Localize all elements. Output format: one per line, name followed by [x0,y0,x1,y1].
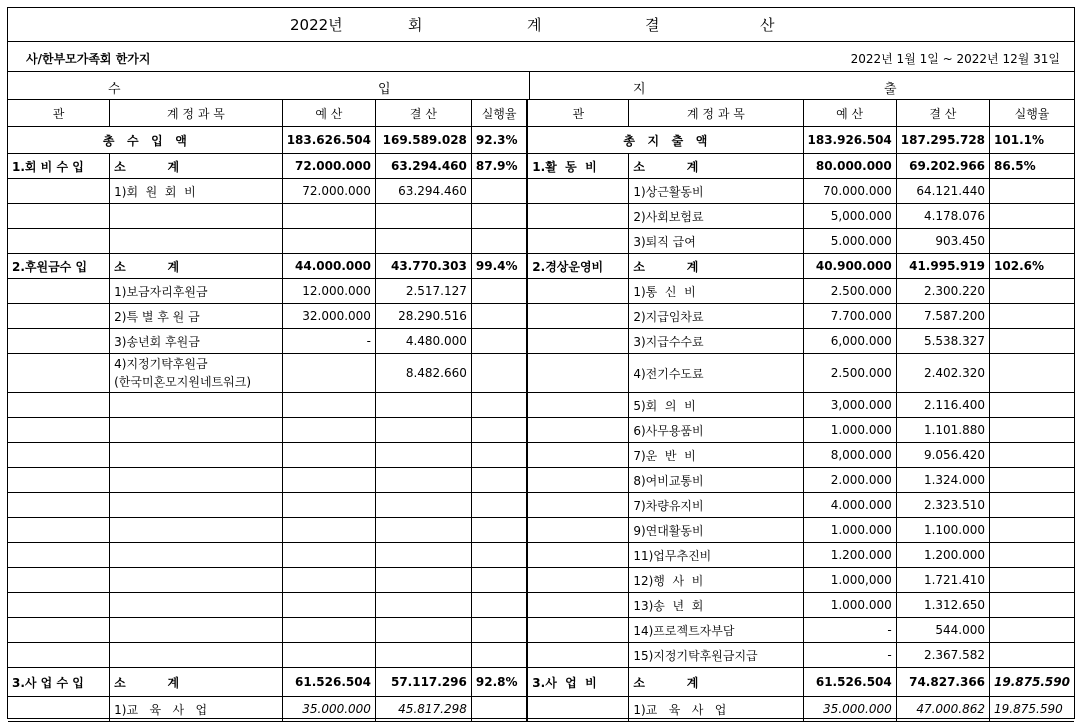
cell-expense-gwan: 3.사 업 비 [527,668,629,697]
section-expense-b: 출 [884,82,897,97]
cell-income-rate [471,568,527,593]
cell-expense-budget: 6,000.000 [803,329,896,354]
cell-income-budget [282,468,375,493]
cell-expense-rate [990,329,1074,354]
cell-expense-rate [990,418,1074,443]
cell-income-budget [282,518,375,543]
cell-expense-budget: 1.000.000 [803,593,896,618]
cell-expense-account: 12)행 사 비 [629,568,803,593]
cell-income-gwan: 3.사 업 수 입 [8,668,110,697]
cell-income-settlement [375,618,471,643]
cell-income-gwan [8,493,110,518]
cell-income-rate [471,697,527,722]
cell-income-account [110,229,283,254]
cell-expense-account: 4)전기수도료 [629,354,803,393]
cell-expense-gwan [527,543,629,568]
cell-expense-account: 3)퇴직 급여 [629,229,803,254]
cell-expense-settlement: 47.000.862 [896,697,989,722]
cell-expense-gwan [527,643,629,668]
ledger-row [8,179,1074,204]
cell-expense-settlement: 903.450 [896,229,989,254]
account-line-1: 4)지정기탁후원금 [114,357,208,371]
title-char-2: 계 [527,16,542,34]
cell-income-account [110,568,283,593]
cell-expense-budget: 8,000.000 [803,443,896,468]
col-header-income-gwan: 관 [8,100,110,127]
cell-expense-gwan [527,468,629,493]
cell-income-account [110,418,283,443]
ledger-row [8,697,1074,722]
cell-income-settlement [375,468,471,493]
cell-income-settlement [375,593,471,618]
cell-income-settlement: 43.770.303 [375,254,471,279]
ledger-row [8,254,1074,279]
cell-expense-account: 14)프로젝트자부담 [629,618,803,643]
cell-income-budget [282,493,375,518]
cell-expense-rate [990,179,1074,204]
cell-expense-gwan [527,229,629,254]
cell-income-gwan [8,279,110,304]
fiscal-period: 2022년 1월 1일 ~ 2022년 12월 31일 [850,52,1060,66]
col-header-income-budget: 예 산 [282,100,375,127]
cell-expense-gwan [527,304,629,329]
cell-expense-settlement: 1.200.000 [896,543,989,568]
section-expense-a: 지 [633,82,646,97]
cell-income-rate [471,643,527,668]
ledger-row [8,668,1074,697]
cell-income-budget [282,229,375,254]
column-header-row [8,100,1074,127]
cell-expense-rate [990,393,1074,418]
ledger-row [8,593,1074,618]
cell-income-settlement [375,518,471,543]
cell-expense-rate [990,493,1074,518]
cell-expense-rate [990,568,1074,593]
cell-expense-account: 소 계 [629,254,803,279]
cell-income-gwan [8,618,110,643]
cell-expense-rate [990,229,1074,254]
total-expense-budget: 183.926.504 [803,127,896,154]
cell-expense-account: 5)회 의 비 [629,393,803,418]
cell-income-settlement [375,393,471,418]
cell-expense-budget: 5,000.000 [803,204,896,229]
cell-expense-budget: 1.200.000 [803,543,896,568]
ledger-row [8,468,1074,493]
cell-expense-account: 8)여비교통비 [629,468,803,493]
cell-income-account [110,543,283,568]
cell-income-rate [471,518,527,543]
cell-income-budget [282,204,375,229]
title-char-3: 결 [645,16,660,34]
total-income-label: 총 수 입 액 [8,127,282,154]
cell-income-account [110,518,283,543]
cell-income-gwan [8,568,110,593]
cell-income-rate [471,304,527,329]
cell-income-rate [471,593,527,618]
cell-income-account [110,618,283,643]
cell-expense-account: 소 계 [629,668,803,697]
cell-income-account: 1)보금자리후원금 [110,279,283,304]
cell-expense-rate [990,543,1074,568]
cell-expense-settlement: 2.300.220 [896,279,989,304]
cell-expense-settlement: 2.402.320 [896,354,989,393]
cell-expense-account: 13)송 년 회 [629,593,803,618]
cell-income-budget: - [282,329,375,354]
cell-expense-gwan [527,518,629,543]
cell-expense-budget: 4.000.000 [803,493,896,518]
cell-income-rate [471,329,527,354]
cell-expense-budget: 80.000.000 [803,154,896,179]
ledger-row [8,543,1074,568]
cell-expense-gwan [527,204,629,229]
ledger-row [8,279,1074,304]
col-header-expense-rate: 실행율 [990,100,1074,127]
cell-expense-account: 11)업무추진비 [629,543,803,568]
cell-income-gwan [8,443,110,468]
cell-expense-budget: 2.500.000 [803,279,896,304]
cell-expense-gwan [527,179,629,204]
col-header-expense-settlement: 결 산 [896,100,989,127]
cell-expense-rate [990,618,1074,643]
cell-expense-budget: 2.500.000 [803,354,896,393]
cell-expense-budget: - [803,643,896,668]
cell-income-settlement: 57.117.296 [375,668,471,697]
cell-income-rate [471,279,527,304]
cell-expense-budget: 40.900.000 [803,254,896,279]
cell-income-budget [282,543,375,568]
ledger-row [8,329,1074,354]
cell-income-gwan [8,179,110,204]
cell-expense-rate: 102.6% [990,254,1074,279]
ledger-row [8,154,1074,179]
cell-expense-settlement: 74.827.366 [896,668,989,697]
cell-expense-account: 2)사회보험료 [629,204,803,229]
cell-income-budget [282,393,375,418]
cell-expense-settlement: 1.101.880 [896,418,989,443]
ledger-row [8,393,1074,418]
cell-expense-settlement: 2.323.510 [896,493,989,518]
total-income-rate: 92.3% [471,127,527,154]
organization-name: 사/한부모가족회 한가지 [26,52,151,66]
cell-expense-gwan [527,697,629,722]
cell-expense-budget: 1.000,000 [803,568,896,593]
cell-expense-rate [990,593,1074,618]
cell-expense-rate [990,354,1074,393]
cell-income-settlement [375,543,471,568]
cell-expense-rate [990,468,1074,493]
cell-income-budget [282,354,375,393]
col-header-expense-budget: 예 산 [803,100,896,127]
cell-expense-budget: - [803,618,896,643]
cell-expense-settlement: 9.056.420 [896,443,989,468]
total-income-budget: 183.626.504 [282,127,375,154]
cell-income-settlement: 45.817.298 [375,697,471,722]
cell-income-account [110,468,283,493]
ledger-row [8,518,1074,543]
cell-expense-rate: 19.875.590 [990,668,1074,697]
title-char-1: 회 [408,16,423,34]
cell-income-budget: 61.526.504 [282,668,375,697]
cell-expense-rate [990,204,1074,229]
cell-expense-account: 15)지정기탁후원금지급 [629,643,803,668]
cell-income-rate [471,393,527,418]
cell-income-budget [282,568,375,593]
cell-income-rate [471,418,527,443]
title-row [8,8,1074,40]
cell-expense-account: 7)운 반 비 [629,443,803,468]
cell-expense-gwan: 2.경상운영비 [527,254,629,279]
col-header-expense-gwan: 관 [527,100,629,127]
cell-income-account: 3)송년회 후원금 [110,329,283,354]
cell-expense-settlement: 2.116.400 [896,393,989,418]
cell-income-gwan [8,697,110,722]
ledger-row [8,418,1074,443]
total-expense-label: 총 지 출 액 [527,127,803,154]
cell-expense-settlement: 1.324.000 [896,468,989,493]
col-header-income-account: 계 정 과 목 [110,100,283,127]
cell-expense-account: 1)통 신 비 [629,279,803,304]
cell-income-gwan [8,643,110,668]
ledger-row [8,304,1074,329]
cell-expense-account: 7)차량유지비 [629,493,803,518]
cell-expense-settlement: 5.538.327 [896,329,989,354]
cell-expense-account: 2)지급임차료 [629,304,803,329]
cell-expense-budget: 70.000.000 [803,179,896,204]
total-expense-rate: 101.1% [990,127,1074,154]
cell-income-gwan [8,593,110,618]
cell-income-account: 2)특 별 후 원 금 [110,304,283,329]
cell-income-account: 소 계 [110,668,283,697]
cell-income-gwan [8,329,110,354]
cell-income-budget [282,593,375,618]
cell-expense-rate [990,518,1074,543]
cell-income-settlement: 2.517.127 [375,279,471,304]
section-row [8,72,1074,99]
header-row [8,42,1074,72]
settlement-sheet [7,7,1075,719]
cell-income-account [110,204,283,229]
ledger-row [8,443,1074,468]
cell-income-rate [471,618,527,643]
cell-expense-account: 1)상근활동비 [629,179,803,204]
ledger-row [8,354,1074,393]
cell-income-settlement [375,229,471,254]
cell-income-gwan [8,304,110,329]
cell-expense-gwan [527,393,629,418]
cell-income-gwan [8,518,110,543]
cell-expense-settlement: 4.178.076 [896,204,989,229]
cell-expense-settlement: 1.312.650 [896,593,989,618]
cell-income-settlement [375,204,471,229]
cell-expense-settlement: 41.995.919 [896,254,989,279]
cell-expense-settlement: 544.000 [896,618,989,643]
total-expense-settlement: 187.295.728 [896,127,989,154]
cell-expense-gwan [527,418,629,443]
cell-income-rate: 92.8% [471,668,527,697]
cell-income-gwan: 2.후원금수 입 [8,254,110,279]
ledger-row [8,229,1074,254]
cell-expense-account: 1)교 육 사 업 [629,697,803,722]
cell-income-settlement [375,643,471,668]
cell-expense-settlement: 1.100.000 [896,518,989,543]
account-line-2: (한국미혼모지원네트워크) [114,375,252,389]
cell-expense-rate [990,443,1074,468]
cell-expense-settlement: 1.721.410 [896,568,989,593]
cell-income-account [110,393,283,418]
cell-income-settlement [375,568,471,593]
cell-income-settlement: 28.290.516 [375,304,471,329]
cell-income-gwan [8,393,110,418]
cell-expense-gwan [527,593,629,618]
cell-expense-rate: 19.875.590 [990,697,1074,722]
cell-expense-gwan [527,354,629,393]
cell-income-settlement: 63.294.460 [375,179,471,204]
cell-expense-account: 9)연대활동비 [629,518,803,543]
cell-income-gwan: 1.회 비 수 입 [8,154,110,179]
cell-income-gwan [8,543,110,568]
cell-income-rate [471,229,527,254]
cell-income-rate [471,179,527,204]
cell-income-account [110,493,283,518]
cell-income-account: 소 계 [110,254,283,279]
cell-income-budget [282,443,375,468]
cell-expense-budget: 1.000.000 [803,518,896,543]
cell-income-settlement [375,443,471,468]
cell-income-settlement [375,493,471,518]
totals-row [8,127,1074,154]
cell-income-account [110,354,283,393]
cell-income-budget: 72.000.000 [282,154,375,179]
cell-expense-gwan [527,279,629,304]
cell-income-rate [471,204,527,229]
cell-income-budget: 72.000.000 [282,179,375,204]
cell-income-rate: 99.4% [471,254,527,279]
cell-expense-budget: 7.700.000 [803,304,896,329]
ledger-row [8,643,1074,668]
cell-income-account: 1)교 육 사 업 [110,697,283,722]
cell-expense-budget: 3,000.000 [803,393,896,418]
cell-income-gwan [8,418,110,443]
cell-expense-rate [990,643,1074,668]
cell-income-account: 1)회 원 회 비 [110,179,283,204]
col-header-expense-account: 계 정 과 목 [629,100,803,127]
cell-income-gwan [8,204,110,229]
cell-income-account [110,643,283,668]
cell-income-rate [471,543,527,568]
cell-income-rate: 87.9% [471,154,527,179]
cell-income-settlement: 4.480.000 [375,329,471,354]
cell-income-budget: 35.000.000 [282,697,375,722]
title-char-4: 산 [760,16,775,34]
ledger-row [8,493,1074,518]
cell-income-budget: 32.000.000 [282,304,375,329]
cell-expense-settlement: 69.202.966 [896,154,989,179]
col-header-income-rate: 실행율 [471,100,527,127]
section-income-a: 수 [108,82,121,97]
total-income-settlement: 169.589.028 [375,127,471,154]
ledger-row [8,568,1074,593]
cell-expense-budget: 1.000.000 [803,418,896,443]
cell-income-gwan [8,468,110,493]
cell-income-budget [282,418,375,443]
cell-income-gwan [8,354,110,393]
cell-expense-gwan [527,493,629,518]
cell-income-rate [471,443,527,468]
cell-income-rate [471,493,527,518]
cell-expense-gwan [527,618,629,643]
cell-income-budget: 44.000.000 [282,254,375,279]
ledger-row [8,204,1074,229]
col-header-income-settlement: 결 산 [375,100,471,127]
cell-expense-budget: 5.000.000 [803,229,896,254]
cell-income-settlement: 8.482.660 [375,354,471,393]
cell-expense-settlement: 7.587.200 [896,304,989,329]
section-income-b: 입 [378,82,391,97]
cell-expense-gwan [527,568,629,593]
cell-expense-rate [990,279,1074,304]
cell-income-account [110,443,283,468]
cell-expense-budget: 61.526.504 [803,668,896,697]
cell-income-rate [471,468,527,493]
cell-expense-settlement: 64.121.440 [896,179,989,204]
ledger-row [8,618,1074,643]
cell-income-gwan [8,229,110,254]
cell-expense-settlement: 2.367.582 [896,643,989,668]
cell-expense-rate: 86.5% [990,154,1074,179]
cell-expense-gwan [527,329,629,354]
ledger-table [8,99,1074,722]
cell-income-budget [282,618,375,643]
cell-expense-gwan: 1.활 동 비 [527,154,629,179]
cell-income-account: 소 계 [110,154,283,179]
title-year: 2022년 [290,16,343,34]
cell-income-settlement [375,418,471,443]
cell-income-settlement: 63.294.460 [375,154,471,179]
cell-income-budget [282,643,375,668]
cell-expense-rate [990,304,1074,329]
cell-income-account [110,593,283,618]
cell-expense-account: 소 계 [629,154,803,179]
cell-income-rate [471,354,527,393]
cell-expense-account: 3)지급수수료 [629,329,803,354]
cell-income-budget: 12.000.000 [282,279,375,304]
cell-expense-budget: 35.000.000 [803,697,896,722]
cell-expense-account: 6)사무용품비 [629,418,803,443]
cell-expense-gwan [527,443,629,468]
cell-expense-budget: 2.000.000 [803,468,896,493]
